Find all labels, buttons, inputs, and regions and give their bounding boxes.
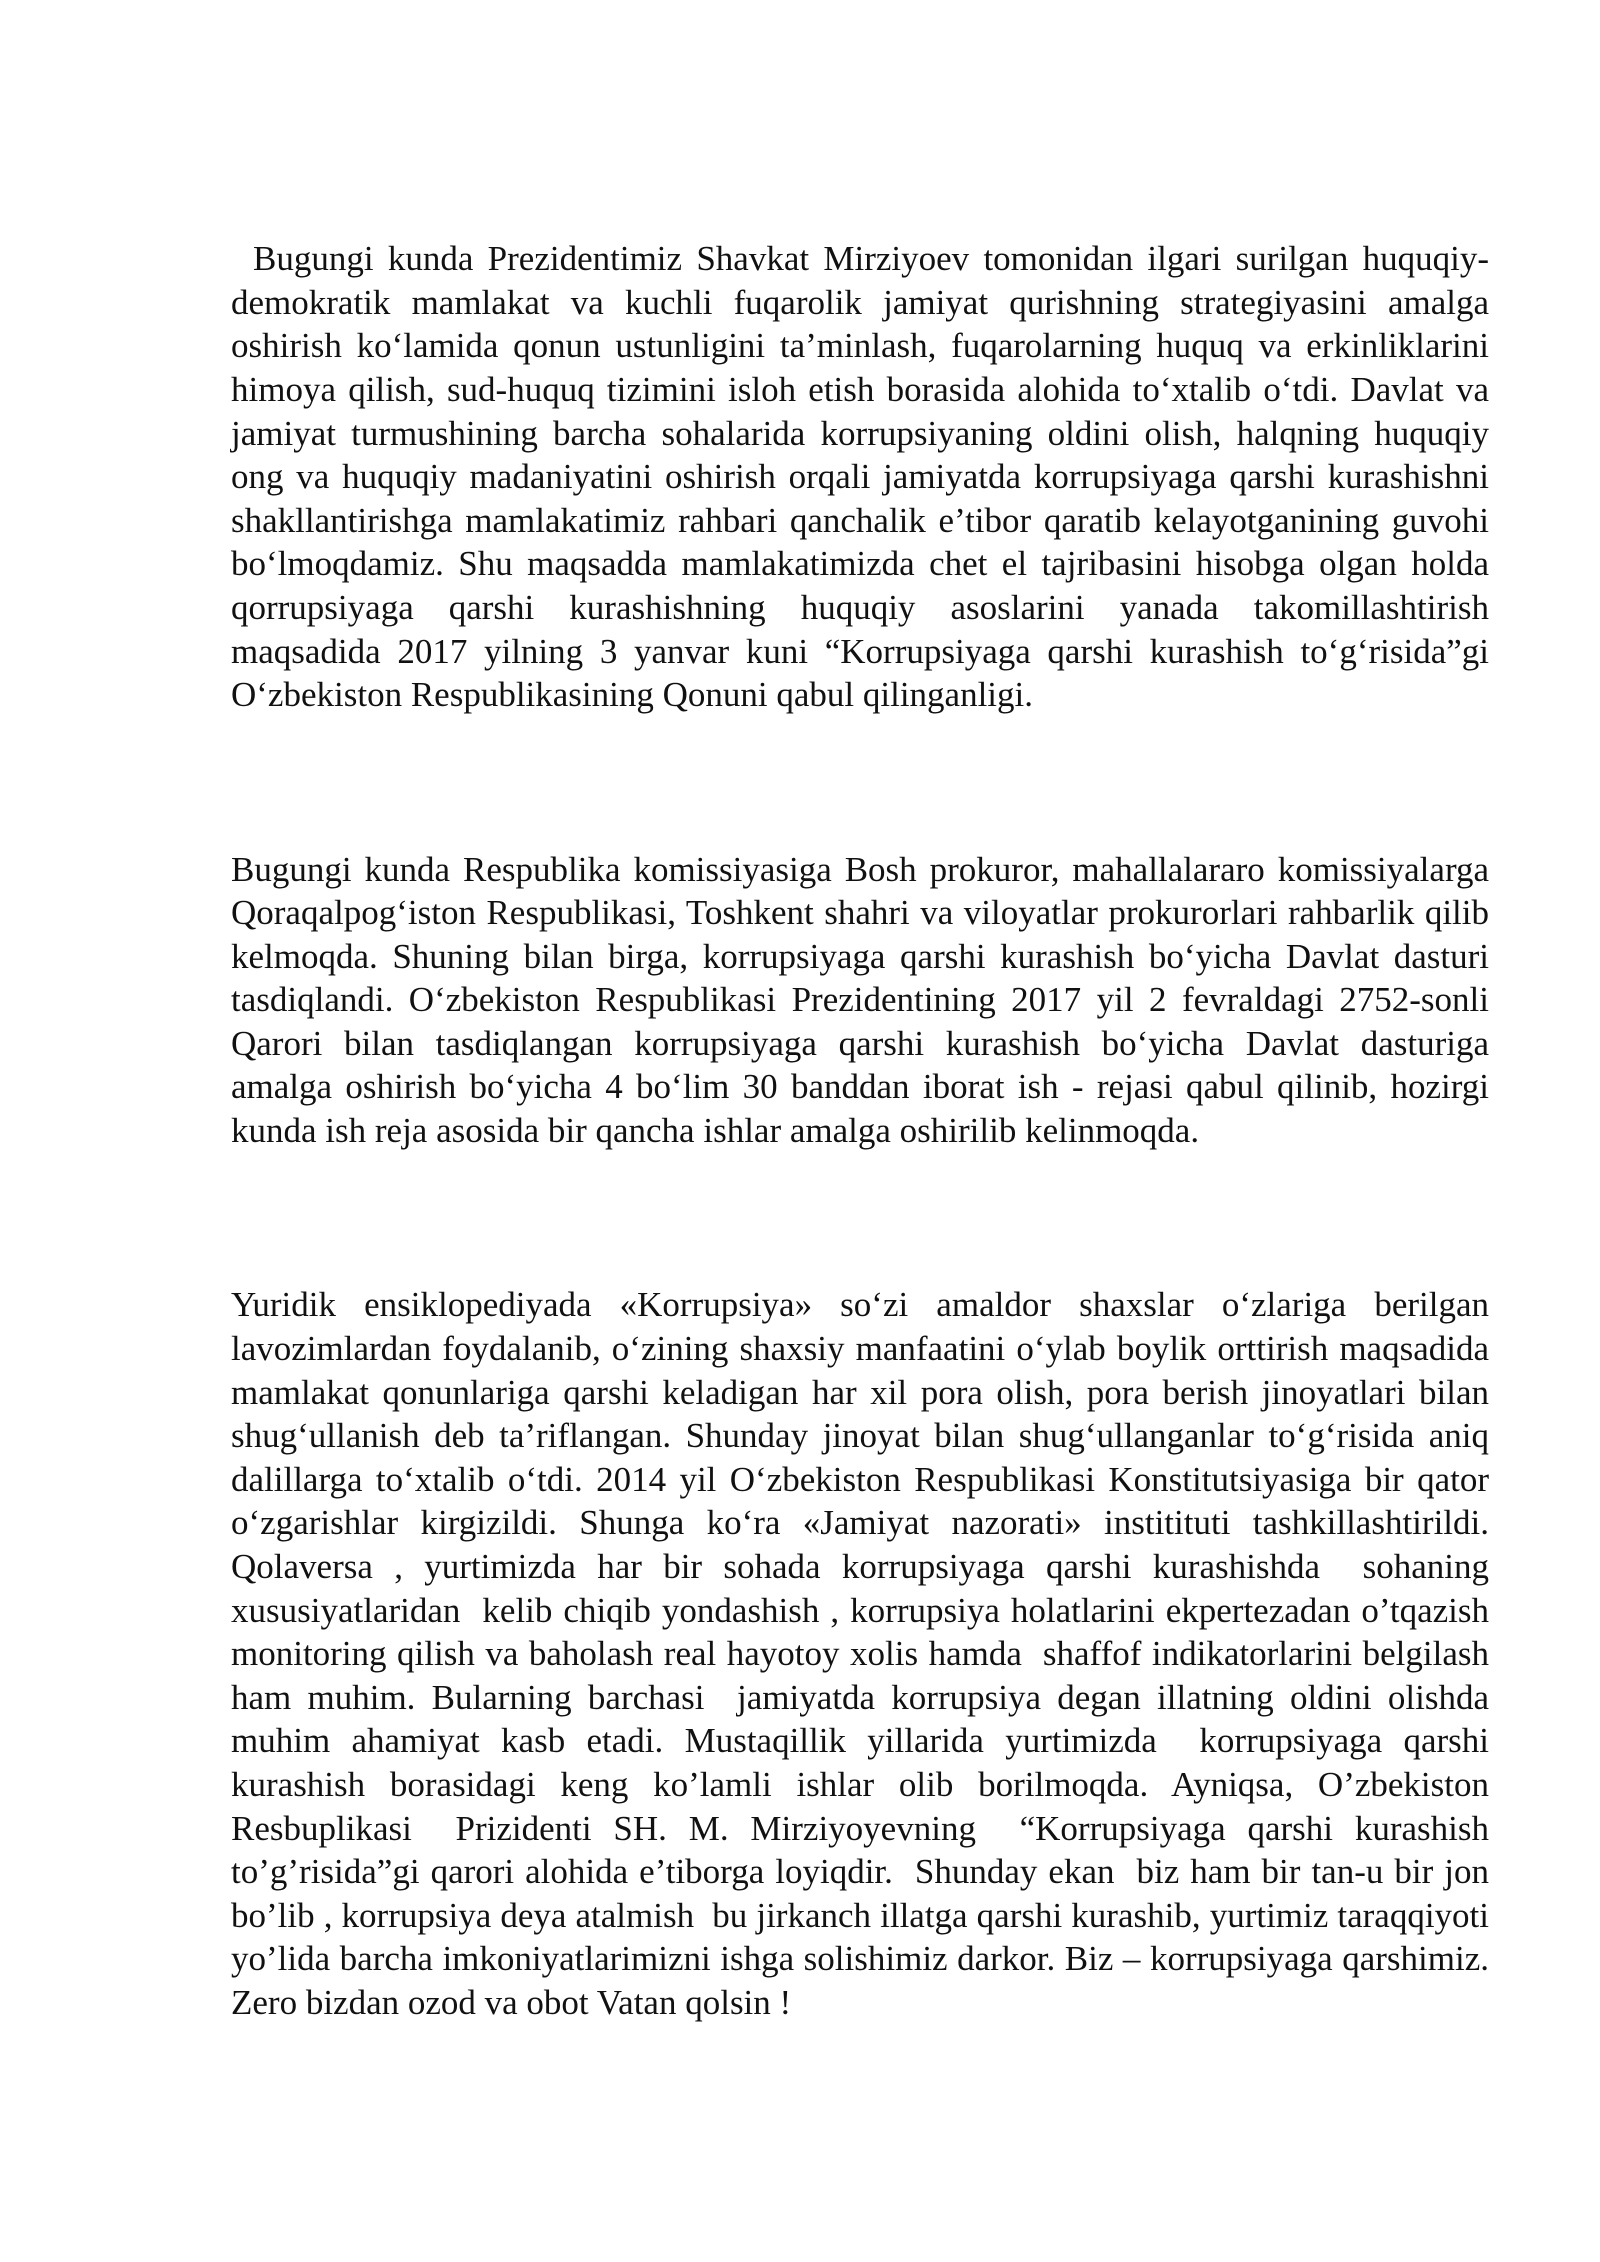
paragraph-intro: Bugungi kunda Prezidentimiz Shavkat Mirziyoev tomonidan ilgari surilgan huquqiy-demokratik mamlakat va kuchli fuqarolik jamiyat qurishning strategiyasini amalga oshirish ko‘lamida qonun ustunligini ta’minlash, fuqarolarning huquq va erkinliklarini himoya qilish, sud-huquq tizimini isloh etish borasida alohida to‘xtalib o‘tdi. Davlat va jamiyat turmushining barcha sohalarida korrupsiyaning oldini olish, halqning huquqiy ong va huquqiy madaniyatini oshirish orqali jamiyatda korrupsiyaga qarshi kurashishni shakllantirishga mamlakatimiz rahbari qanchalik e’tibor qaratib kelayotganining guvohi bo‘lmoqdamiz. Shu maqsadda mamlakatimizda chet el tajribasini hisobga olgan holda qorrupsiyaga qarshi kurashishning huquqiy asoslarini yanada takomillashtirish maqsadida 2017 yilning 3 yanvar kuni “Korrupsiyaga qarshi kurashish to‘g‘risida”gi O‘zbekiston Respublikasining Qonuni qabul qilinganligi. xyxy=(231,239,1498,715)
paragraph-commissions: Bugungi kunda Respublika komissiyasiga Bosh prokuror, mahallalararo komissiyalarga Qoraqalpog‘iston Respublikasi, Toshkent shahri va viloyatlar prokurorlari rahbarlik qilib kelmoqda. Shuning bilan birga, korrupsiyaga qarshi kurashish bo‘yicha Davlat dasturi tasdiqlandi. O‘zbekiston Respublikasi Prezidentining 2017 yil 2 fevraldagi 2752-sonli Qarori bilan tasdiqlangan korrupsiyaga qarshi kurashish bo‘yicha Davlat dasturiga amalga oshirish bo‘yicha 4 bo‘lim 30 banddan iborat ish - rejasi qabul qilinib, hozirgi kunda ish reja asosida bir qancha ishlar amalga oshirilib kelinmoqda. xyxy=(231,849,1498,1151)
body-text xyxy=(231,150,1498,2112)
paragraph-definition: Yuridik ensiklopediyada «Korrupsiya» so‘zi amaldor shaxslar o‘zlariga berilgan lavozimlardan foydalanib, o‘zining shaxsiy manfaatini o‘ylab boylik orttirish maqsadida mamlakat qonunlariga qarshi keladigan har xil pora olish, pora berish jinoyatlari bilan shug‘ullanish deb ta’riflangan. Shunday jinoyat bilan shug‘ullanganlar to‘g‘risida aniq dalillarga to‘xtalib o‘tdi. 2014 yil O‘zbekiston Respublikasi Konstitutsiyasiga bir qator o‘zgarishlar kirgizildi. Shunga ko‘ra «Jamiyat nazorati» instititutі tashkillashtirildi. Qolaversa , yurtimizda har bir sohada korrupsiyaga qarshi kurashishda sohaning xususiyatlaridan kelib chiqib yondashish , korrupsiya holatlarini ekpertezadan o’tqazish monitoring qilish va baholash real hayotoy xolis hamda shaffof indikatorlarini belgilash ham muhim. Bularning barchasi jamiyatda korrupsiya degan illatning oldini olishda muhim ahamiyat kasb etadi. Mustaqillik yillarida yurtimizda korrupsiyaga qarshi kurashish borasidagi keng ko’lamli ishlar olib borilmoqda. Ayniqsa, O’zbekiston Resbuplikasi Prizidenti SH. M. Mirziyoyevning “Korrupsiyaga qarshi kurashish to’g’risida”gi qarori alohida e’tiborga loyiqdir. Shunday ekan biz ham bir tan-u bir jon bo’lib , korrupsiya deya atalmish bu jirkanch illatga qarshi kurashib, yurtimiz taraqqiyoti yo’lida barcha imkoniyatlarimizni ishga solishimiz darkor. Biz – korrupsiyaga qarshimiz. Zero bizdan ozod va obot Vatan qolsin ! xyxy=(231,1285,1498,2022)
